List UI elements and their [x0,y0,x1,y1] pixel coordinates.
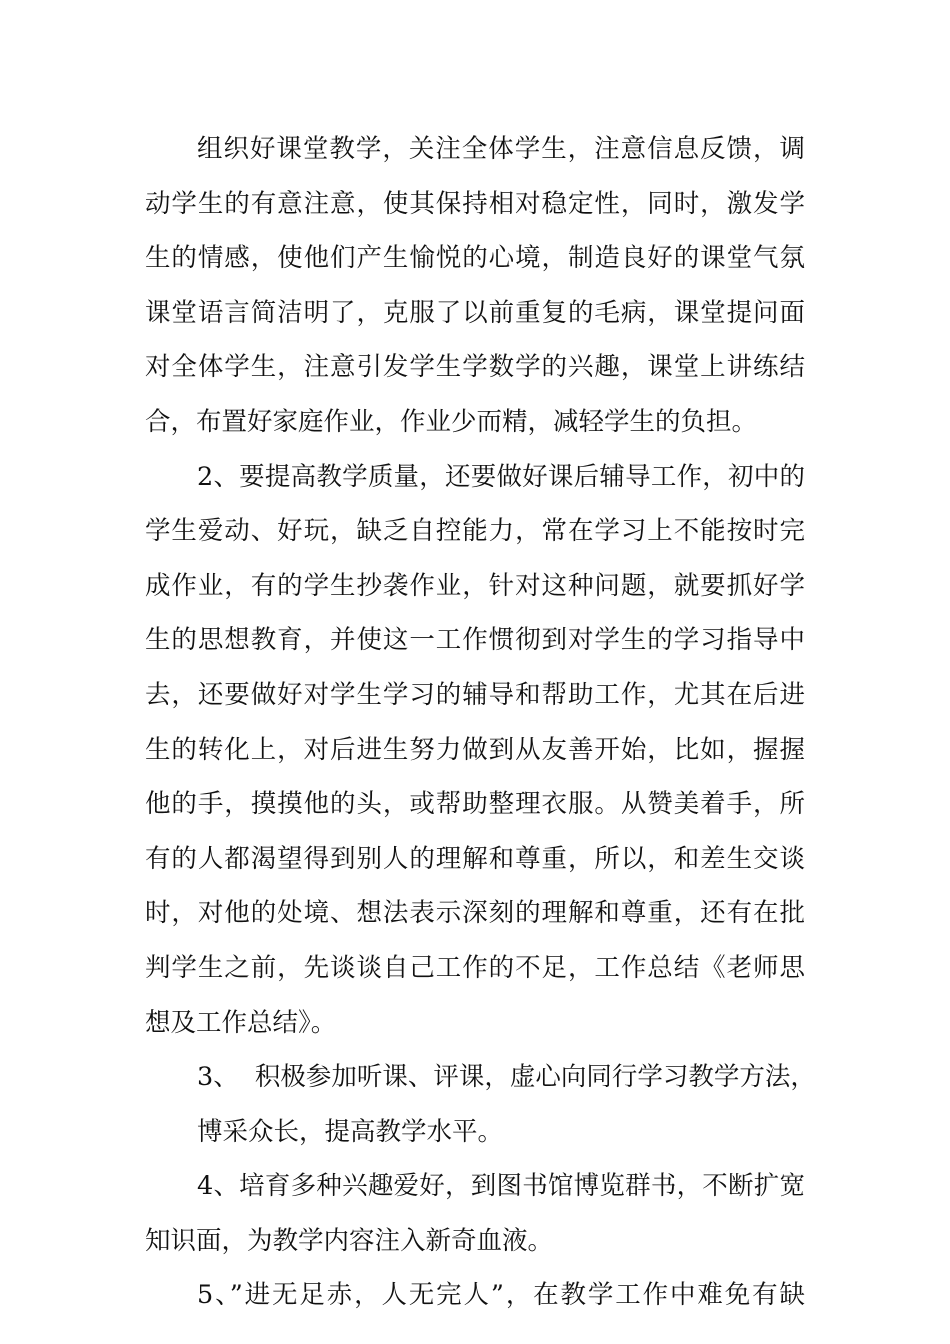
text-line: 生的情感，使他们产生愉悦的心境，制造良好的课堂气氛 [145,243,805,274]
paragraph-3 [145,1050,816,1159]
text-line: 组织好课堂教学，关注全体学生，注意信息反馈，调 [197,134,805,164]
text-line: 课堂语言简洁明了，克服了以前重复的毛病，课堂提问面 [145,297,805,328]
text-line: 动学生的有意注意，使其保持相对稳定性，同时，激发学 [145,188,805,219]
text-line: 生的思想教育，并使这一工作惯彻到对学生的学习指导中 [145,625,805,656]
paragraph-5 [145,1268,805,1323]
paragraph-4 [145,1159,805,1268]
text-line: 2、要提高教学质量，还要做好课后辅导工作，初中的 [197,461,805,492]
text-line: 去，还要做好对学生学习的辅导和帮助工作，尤其在后进 [145,679,805,710]
text-line: 想及工作总结》。 [145,1007,337,1038]
text-line: 合，布置好家庭作业，作业少而精，减轻学生的负担。 [145,406,758,437]
text-line: 成作业，有的学生抄袭作业，针对这种问题，就要抓好学 [145,570,805,601]
document-body [145,122,816,1323]
paragraph-2 [145,450,805,1051]
text-line: 生的转化上，对后进生努力做到从友善开始，比如，握握 [145,734,805,765]
text-line: 时，对他的处境、想法表示深刻的理解和尊重，还有在批 [145,898,805,929]
text-line: 学生爱动、好玩，缺乏自控能力，常在学习上不能按时完 [145,516,805,547]
text-line: 4、培育多种兴趣爱好，到图书馆博览群书，不断扩宽 [197,1171,805,1202]
text-line: 他的手，摸摸他的头，或帮助整理衣服。从赞美着手，所 [145,789,805,820]
text-line: 有的人都渴望得到别人的理解和尊重，所以，和差生交谈 [145,843,805,874]
text-line: 博采众长，提高教学水平。 [197,1116,504,1147]
text-line: 对全体学生，注意引发学生学数学的兴趣，课堂上讲练结 [145,352,805,383]
paragraph-1 [145,122,805,450]
text-line: 5、”进无足赤，人无完人”，在教学工作中难免有缺 [197,1280,805,1311]
text-line: 3、 积极参加听课、评课，虚心向同行学习教学方法， [197,1062,816,1093]
text-line: 判学生之前，先谈谈自己工作的不足，工作总结《老师思 [145,952,805,983]
text-line: 知识面，为教学内容注入新奇血液。 [145,1225,554,1256]
